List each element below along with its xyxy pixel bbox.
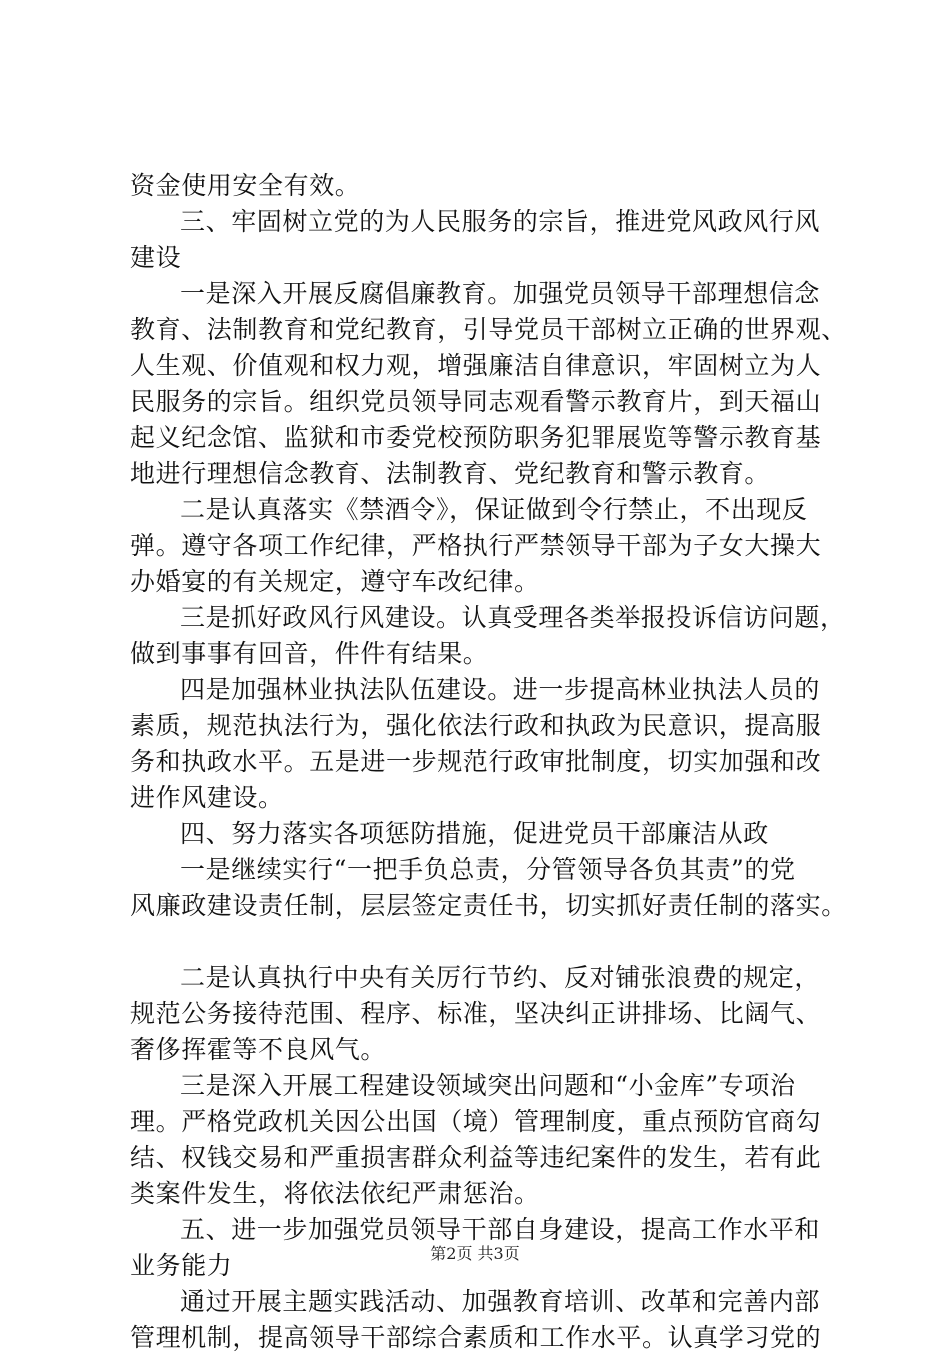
text-line: 三是深入开展工程建设领域突出问题和“小金库”专项治	[180, 1071, 796, 1100]
text-line: 四是加强林业执法队伍建设。进一步提高林业执法人员的	[180, 675, 821, 704]
text-line: 通过开展主题实践活动、加强教育培训、改革和完善内部	[180, 1287, 821, 1316]
text-line: 进作风建设。	[130, 783, 284, 812]
text-line: 四、努力落实各项惩防措施，促进党员干部廉洁从政	[180, 819, 769, 848]
text-line: 类案件发生，将依法依纪严肃惩治。	[130, 1179, 540, 1208]
text-line: 三是抓好政风行风建设。认真受理各类举报投诉信访问题，	[180, 603, 846, 632]
text-line: 弹。遵守各项工作纪律，严格执行严禁领导干部为子女大操大	[130, 531, 822, 560]
text-line: 建设	[130, 243, 182, 272]
text-line: 资金使用安全有效。	[130, 171, 361, 200]
text-line: 理。严格党政机关因公出国（境）管理制度，重点预防官商勾	[130, 1107, 822, 1136]
text-line: 业务能力	[130, 1251, 233, 1280]
text-line: 地进行理想信念教育、法制教育、党纪教育和警示教育。	[130, 459, 771, 488]
text-line: 做到事事有回音，件件有结果。	[130, 639, 489, 668]
text-line: 一是继续实行“一把手负总责，分管领导各负其责”的党	[180, 855, 796, 884]
text-line: 规范公务接待范围、程序、标准，坚决纠正讲排场、比阔气、	[130, 999, 822, 1028]
text-line: 管理机制，提高领导干部综合素质和工作水平。认真学习党的	[130, 1323, 822, 1352]
text-line: 奢侈挥霍等不良风气。	[130, 1035, 387, 1064]
text-line: 办婚宴的有关规定，遵守车改纪律。	[130, 567, 540, 596]
page-footer: 第2页 共3页	[430, 1244, 520, 1263]
text-line: 风廉政建设责任制，层层签定责任书，切实抓好责任制的落实。	[130, 891, 847, 920]
text-line: 民服务的宗旨。组织党员领导同志观看警示教育片，到天福山	[130, 387, 822, 416]
text-line: 素质，规范执法行为，强化依法行政和执政为民意识，提高服	[130, 711, 822, 740]
text-line: 务和执政水平。五是进一步规范行政审批制度，切实加强和改	[130, 747, 822, 776]
text-line: 二是认真执行中央有关厉行节约、反对铺张浪费的规定，	[180, 963, 821, 992]
text-line: 人生观、价值观和权力观，增强廉洁自律意识，牢固树立为人	[130, 351, 822, 380]
document-body	[130, 168, 850, 1356]
text-line: 二是认真落实《禁酒令》，保证做到令行禁止，不出现反	[180, 495, 808, 524]
text-line: 教育、法制教育和党纪教育，引导党员干部树立正确的世界观、	[130, 315, 847, 344]
text-line	[130, 924, 850, 960]
text-line: 三、牢固树立党的为人民服务的宗旨，推进党风政风行风	[180, 207, 821, 236]
text-line: 结、权钱交易和严重损害群众利益等违纪案件的发生，若有此	[130, 1143, 822, 1172]
text-line: 五、进一步加强党员领导干部自身建设，提高工作水平和	[180, 1215, 821, 1244]
text-line: 起义纪念馆、监狱和市委党校预防职务犯罪展览等警示教育基	[130, 423, 822, 452]
text-line: 一是深入开展反腐倡廉教育。加强党员领导干部理想信念	[180, 279, 821, 308]
